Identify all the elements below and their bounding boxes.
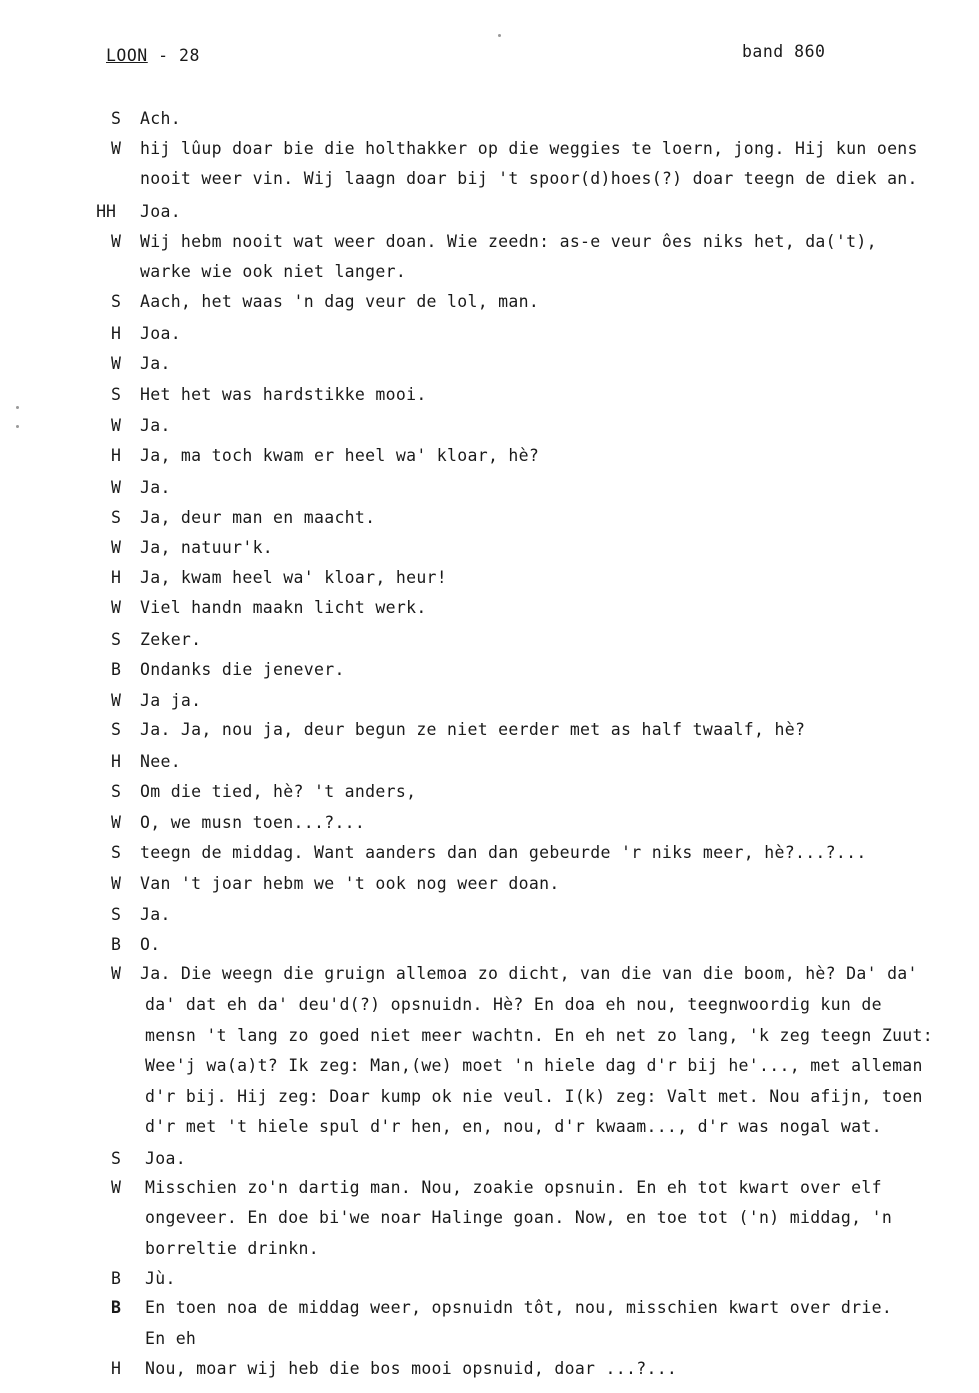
utterance-text: Aach, het waas 'n dag veur de lol, man. — [140, 292, 540, 311]
speaker-label: S — [111, 905, 121, 924]
utterance-text: d'r bij. Hij zeg: Doar kump ok nie veul. I(k) zeg: Valt met. Nou afijn, toen — [145, 1087, 923, 1106]
utterance-text: Ach. — [140, 109, 181, 128]
speaker-label: W — [111, 964, 121, 983]
utterance-text: hij lûup doar bie die holthakker op die weggies te loern, jong. Hij kun oens — [140, 139, 918, 158]
utterance-text: Van 't joar hebm we 't ook nog weer doan. — [140, 874, 560, 893]
utterance-text: Ja, natuur'k. — [140, 538, 274, 557]
page-header-right: band 860 — [742, 42, 826, 61]
utterance-text: warke wie ook niet langer. — [140, 262, 407, 281]
utterance-text: Ja, kwam heel wa' kloar, heur! — [140, 568, 448, 587]
speaker-label: S — [111, 385, 121, 404]
utterance-text: Jù. — [145, 1269, 176, 1288]
speaker-label: H — [111, 446, 121, 465]
utterance-text: Ja. — [140, 416, 171, 435]
speaker-label: B — [111, 1298, 121, 1317]
utterance-text: Het het was hardstikke mooi. — [140, 385, 427, 404]
utterance-text: Wee'j wa(a)t? Ik zeg: Man,(we) moet 'n hiele dag d'r bij he'..., met alleman — [145, 1056, 923, 1075]
page-header-left — [106, 46, 200, 65]
speaker-label: S — [111, 630, 121, 649]
utterance-text: Ja. — [140, 905, 171, 924]
utterance-text: teegn de middag. Want aanders dan dan gebeurde 'r niks meer, hè?...?... — [140, 843, 867, 862]
speaker-label: W — [111, 416, 121, 435]
speaker-label: W — [111, 691, 121, 710]
speaker-label: HH — [96, 202, 116, 221]
scan-speck — [16, 425, 19, 428]
speaker-label: H — [111, 752, 121, 771]
speaker-label: W — [111, 874, 121, 893]
utterance-text: Ja ja. — [140, 691, 202, 710]
utterance-text: Viel handn maakn licht werk. — [140, 598, 427, 617]
speaker-label: W — [111, 232, 121, 251]
utterance-text: Joa. — [140, 202, 181, 221]
utterance-text: Ja. — [140, 354, 171, 373]
utterance-text: nooit weer vin. Wij laagn doar bij 't spoor(d)hoes(?) doar teegn de diek an. — [140, 169, 918, 188]
utterance-text: Ja, ma toch kwam er heel wa' kloar, hè? — [140, 446, 540, 465]
utterance-text: Nee. — [140, 752, 181, 771]
speaker-label: B — [111, 660, 121, 679]
utterance-text: O. — [140, 935, 161, 954]
utterance-text: Misschien zo'n dartig man. Nou, zoakie opsnuin. En eh tot kwart over elf — [145, 1178, 882, 1197]
speaker-label: S — [111, 782, 121, 801]
header-page-number: - 28 — [147, 46, 200, 65]
utterance-text: Ja. Ja, nou ja, deur begun ze niet eerder met as half twaalf, hè? — [140, 720, 806, 739]
utterance-text: Joa. — [145, 1149, 186, 1168]
speaker-label: W — [111, 538, 121, 557]
speaker-label: S — [111, 843, 121, 862]
speaker-label: W — [111, 813, 121, 832]
speaker-label: W — [111, 478, 121, 497]
utterance-text: d'r met 't hiele spul d'r hen, en, nou, d'r kwaam..., d'r was nogal wat. — [145, 1117, 882, 1136]
speaker-label: B — [111, 1269, 121, 1288]
speaker-label: W — [111, 1178, 121, 1197]
utterance-text: En eh — [145, 1329, 197, 1348]
utterance-text: En toen noa de middag weer, opsnuidn tôt, nou, misschien kwart over drie. — [145, 1298, 893, 1317]
utterance-text: Ja. — [140, 478, 171, 497]
speaker-label: S — [111, 720, 121, 739]
speaker-label: H — [111, 568, 121, 587]
speaker-label: S — [111, 109, 121, 128]
speaker-label: H — [111, 324, 121, 343]
utterance-text: borreltie drinkn. — [145, 1239, 319, 1258]
speaker-label: B — [111, 935, 121, 954]
utterance-text: Om die tied, hè? 't anders, — [140, 782, 417, 801]
speaker-label: H — [111, 1359, 121, 1378]
speaker-label: S — [111, 292, 121, 311]
utterance-text: Zeker. — [140, 630, 202, 649]
speaker-label: W — [111, 139, 121, 158]
speaker-label: W — [111, 598, 121, 617]
utterance-text: ongeveer. En doe bi'we noar Halinge goan. Now, en toe tot ('n) middag, 'n — [145, 1208, 893, 1227]
utterance-text: da' dat eh da' deu'd(?) opsnuidn. Hè? En doa eh nou, teegnwoordig kun de — [145, 995, 882, 1014]
utterance-text: Ondanks die jenever. — [140, 660, 345, 679]
utterance-text: Ja, deur man en maacht. — [140, 508, 376, 527]
utterance-text: mensn 't lang zo goed niet meer wachtn. En eh net zo lang, 'k zeg teegn Zuut: — [145, 1026, 934, 1045]
utterance-text: Wij hebm nooit wat weer doan. Wie zeedn: as-e veur ôes niks het, da('t), — [140, 232, 877, 251]
scan-speck — [498, 34, 501, 37]
speaker-label: S — [111, 508, 121, 527]
header-place: LOON — [106, 46, 148, 65]
speaker-label: S — [111, 1149, 121, 1168]
utterance-text: O, we musn toen...?... — [140, 813, 366, 832]
utterance-text: Nou, moar wij heb die bos mooi opsnuid, doar ...?... — [145, 1359, 678, 1378]
speaker-label: W — [111, 354, 121, 373]
utterance-text: Ja. Die weegn die gruign allemoa zo dicht, van die van die boom, hè? Da' da' — [140, 964, 918, 983]
scan-speck — [16, 406, 19, 409]
utterance-text: Joa. — [140, 324, 181, 343]
